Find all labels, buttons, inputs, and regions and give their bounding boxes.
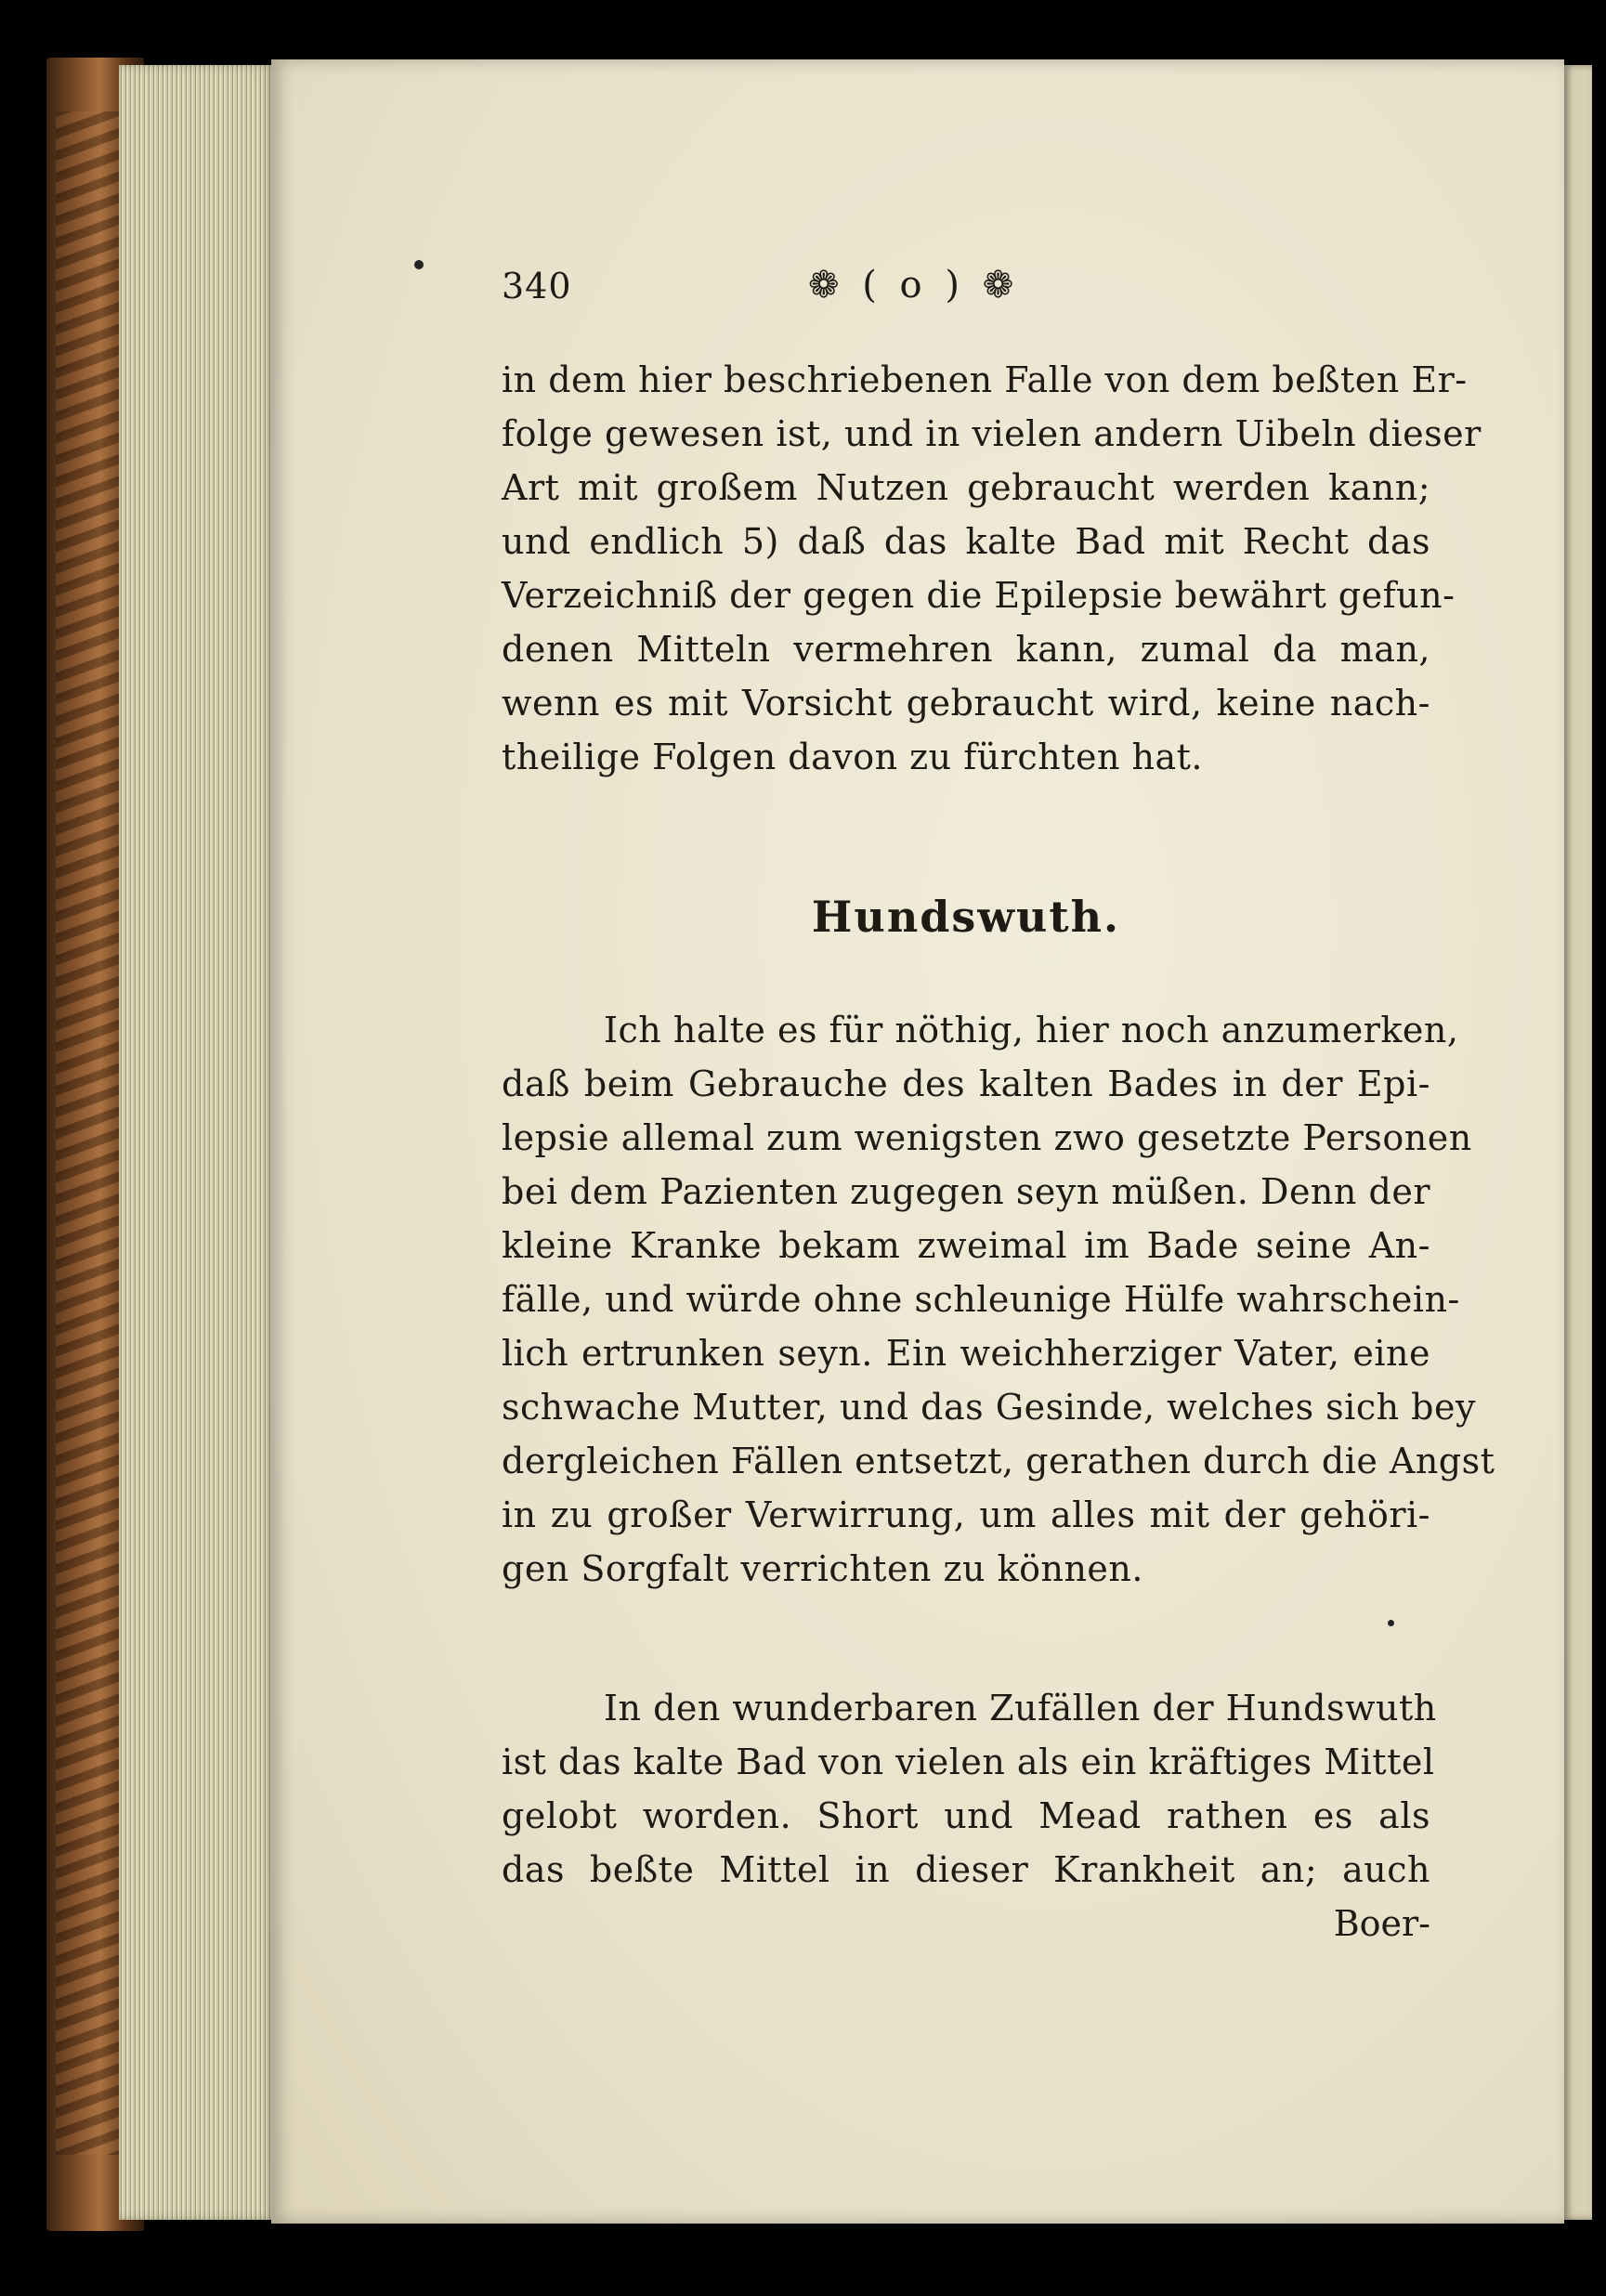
facing-page-edge — [1564, 65, 1592, 2220]
text-line: Ich halte es für nöthig, hier noch anzumerken, — [604, 1010, 1459, 1050]
text-line: Verzeichniß der gegen die Epilepsie bewährt gefun- — [502, 575, 1456, 616]
text-line: daß beim Gebrauche des kalten Bades in der Epi- — [502, 1063, 1430, 1104]
text-line: ist das kalte Bad von vielen als ein kräftiges Mittel — [502, 1742, 1435, 1782]
text-line: denen Mitteln vermehren kann, zumal da man, — [502, 629, 1430, 670]
text-line: dergleichen Fällen entsetzt, gerathen durch die Angst — [502, 1441, 1495, 1481]
text-line: theilige Folgen davon zu fürchten hat. — [502, 737, 1203, 777]
text-line: bei dem Pazienten zugegen seyn müßen. Denn der — [502, 1171, 1430, 1212]
running-head — [808, 264, 1019, 307]
running-head-text: ( o ) — [862, 264, 965, 307]
ink-speck — [414, 260, 424, 269]
page-edges — [119, 65, 275, 2220]
text-line: und endlich 5) daß das kalte Bad mit Recht das — [502, 521, 1430, 562]
ink-speck — [1388, 1620, 1394, 1626]
text-line: das beßte Mittel in dieser Krankheit an; auch — [502, 1849, 1430, 1890]
catchword: Boer- — [1333, 1903, 1430, 1944]
text-line: lepsie allemal zum wenigsten zwo gesetzte Personen — [502, 1117, 1472, 1158]
text-line: Art mit großem Nutzen gebraucht werden kann; — [502, 467, 1430, 508]
flower-ornament-icon: ❁ — [808, 264, 845, 307]
text-line: gen Sorgfalt verrichten zu können. — [502, 1548, 1143, 1589]
text-line: schwache Mutter, und das Gesinde, welches sich bey — [502, 1387, 1476, 1428]
text-line: kleine Kranke bekam zweimal im Bade seine An- — [502, 1225, 1430, 1266]
text-line: in zu großer Verwirrung, um alles mit der gehöri- — [502, 1494, 1430, 1535]
flower-ornament-icon: ❁ — [982, 264, 1020, 307]
text-line: lich ertrunken seyn. Ein weichherziger Vater, eine — [502, 1333, 1430, 1374]
text-line: wenn es mit Vorsicht gebraucht wird, keine nach- — [502, 683, 1430, 724]
text-line: gelobt worden. Short und Mead rathen es als — [502, 1795, 1430, 1836]
text-line: in dem hier beschriebenen Falle von dem beßten Er- — [502, 359, 1468, 400]
page-number: 340 — [502, 266, 572, 307]
page-header — [502, 266, 1430, 321]
text-line: In den wunderbaren Zufällen der Hundswuth — [604, 1688, 1437, 1729]
section-heading: Hundswuth. — [811, 892, 1121, 942]
text-line: fälle, und würde ohne schleunige Hülfe wahrschein- — [502, 1279, 1460, 1320]
text-line: folge gewesen ist, und in vielen andern Uibeln dieser — [502, 413, 1482, 454]
